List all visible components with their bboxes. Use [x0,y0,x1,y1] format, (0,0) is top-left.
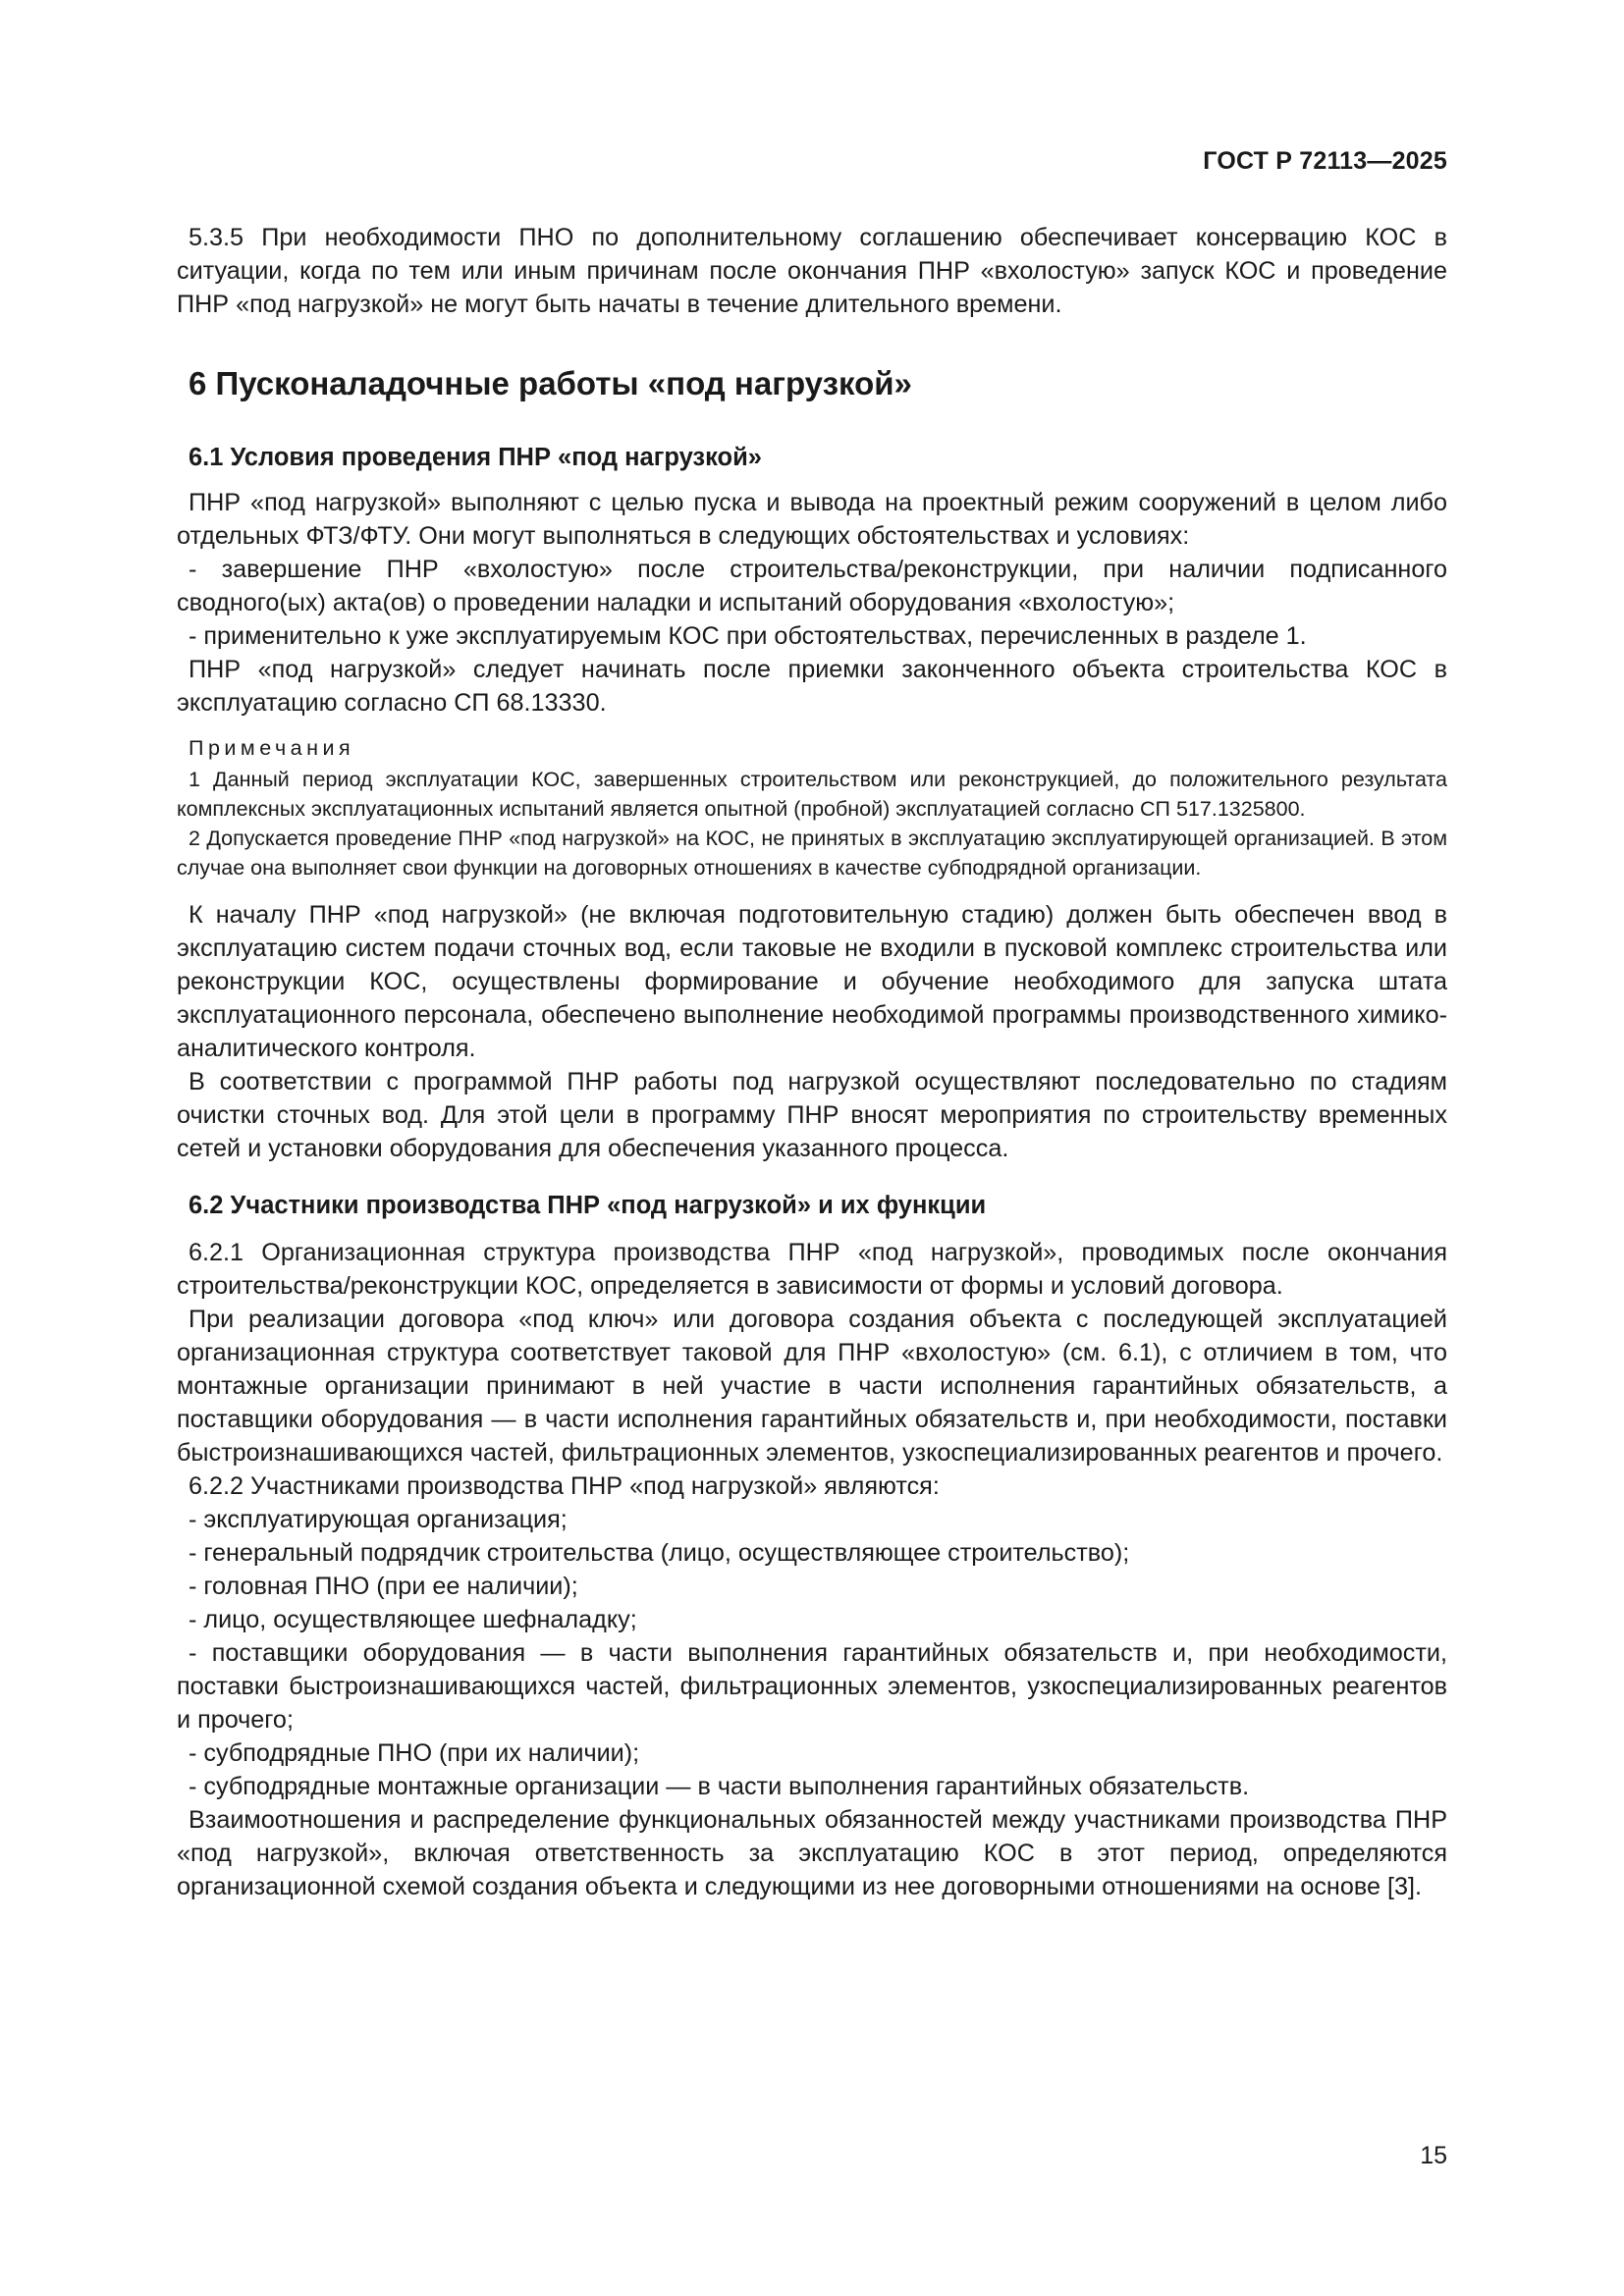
running-header-standard-code: ГОСТ Р 72113—2025 [1203,147,1447,175]
paragraph-6-1-acceptance: ПНР «под нагрузкой» следует начинать после приемки законченного объекта строительства КОС в эксплуатацию согласно СП 68.13330. [177,656,1447,717]
participant-list-item: - субподрядные ПНО (при их наличии); [189,1739,640,1767]
paragraph-6-2-1: 6.2.1 Организационная структура производства ПНР «под нагрузкой», проводимых после окончания строительства/реконструкции КОС, определяется в зависимости от формы и условий договора. [177,1239,1447,1300]
participant-list-item: - головная ПНО (при ее наличии); [189,1573,578,1600]
paragraph-6-1-intro: ПНР «под нагрузкой» выполняют с целью пуска и вывода на проектный режим сооружений в целом либо отдельных ФТЗ/ФТУ. Они могут выполняться в следующих обстоятельствах и условиях: [177,489,1447,550]
page-number: 15 [1420,2142,1447,2169]
list-item-6-1-2: - применительно к уже эксплуатируемым КОС при обстоятельствах, перечисленных в разделе 1. [189,622,1307,650]
notes-block [177,733,1447,882]
note-1: 1 Данный период эксплуатации КОС, завершенных строительством или реконструкцией, до положительного результата комплексных эксплуатационных испытаний является опытной (пробной) эксплуатацией согласно СП 517.1325800. [177,768,1447,821]
participant-list-item: - эксплуатирующая организация; [189,1506,568,1533]
participant-list-item: - лицо, осуществляющее шефналадку; [189,1606,637,1633]
note-2: 2 Допускается проведение ПНР «под нагрузкой» на КОС, не принятых в эксплуатацию эксплуатирующей организацией. В этом случае она выполняет свои функции на договорных отношениях в качестве субподрядной организации. [177,827,1447,880]
paragraph-6-2-2: 6.2.2 Участниками производства ПНР «под нагрузкой» являются: [189,1472,940,1500]
participant-list-item: - генеральный подрядчик строительства (лицо, осуществляющее строительство); [189,1539,1130,1567]
page-content [177,221,1447,1903]
subsection-heading-6-2: 6.2 Участники производства ПНР «под нагрузкой» и их функции [189,1192,987,1219]
paragraph-6-2-1-turnkey: При реализации договора «под ключ» или договора создания объекта с последующей эксплуатацией организационная структура соответствует таковой для ПНР «вхолостую» (см. 6.1), с отличием в том, что монтажные организации принимают в ней участие в части исполнения гарантийных обязательств, а поставщики оборудования — в части исполнения гарантийных обязательств и, при необходимости, поставки быстроизнашивающихся частей, фильтрационных элементов, узкоспециализированных реагентов и прочего. [177,1306,1447,1467]
paragraph-6-1-program: В соответствии с программой ПНР работы под нагрузкой осуществляют последовательно по стадиям очистки сточных вод. Для этой цели в программу ПНР вносят мероприятия по строительству временных сетей и установки оборудования для обеспечения указанного процесса. [177,1068,1447,1162]
participant-list-item: - поставщики оборудования — в части выполнения гарантийных обязательств и, при необходимости, поставки быстроизнашивающихся частей, фильтрационных элементов, узкоспециализированных реагентов и прочего; [177,1639,1447,1734]
notes-title: Примечания [189,736,355,760]
paragraph-5-3-5: 5.3.5 При необходимости ПНО по дополнительному соглашению обеспечивает консервацию КОС в ситуации, когда по тем или иным причинам после окончания ПНР «вхолостую» запуск КОС и проведение ПНР «под нагрузкой» не могут быть начаты в течение длительного времени. [177,224,1447,318]
paragraph-6-1-start-conditions: К началу ПНР «под нагрузкой» (не включая подготовительную стадию) должен быть обеспечен ввод в эксплуатацию систем подачи сточных вод, если таковые не входили в пусковой комплекс строительства или реконструкции КОС, осуществлены формирование и обучение необходимого для запуска штата эксплуатационного персонала, обеспечено выполнение необходимой программы производственного химико-аналитического контроля. [177,901,1447,1062]
section-heading-6: 6 Пусконаладочные работы «под нагрузкой» [189,365,912,401]
participant-list-item: - субподрядные монтажные организации — в части выполнения гарантийных обязательств. [189,1773,1250,1800]
subsection-heading-6-1: 6.1 Условия проведения ПНР «под нагрузкой» [189,444,762,471]
list-item-6-1-1: - завершение ПНР «вхолостую» после строительства/реконструкции, при наличии подписанного сводного(ых) акта(ов) о проведении наладки и испытаний оборудования «вхолостую»; [177,556,1447,616]
paragraph-6-2-relations: Взаимоотношения и распределение функциональных обязанностей между участниками производства ПНР «под нагрузкой», включая ответственность за эксплуатацию КОС в этот период, определяются организационной схемой создания объекта и следующими из нее договорными отношениями на основе [3]. [177,1806,1447,1900]
